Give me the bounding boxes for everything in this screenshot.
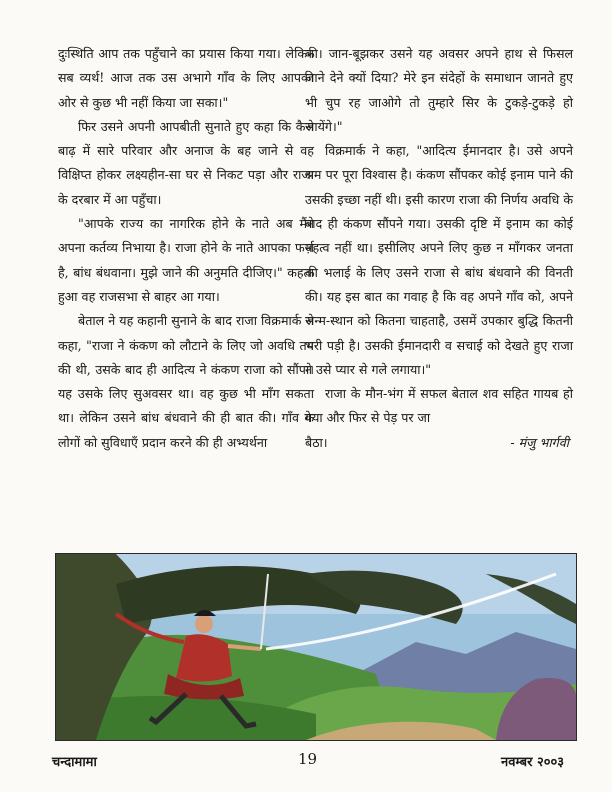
paragraph: राजा के मौन-भंग में सफल बेताल शव सहित गायब हो गया और फिर से पेड़ पर जा: [305, 386, 573, 426]
paragraph: दुःस्थिति आप तक पहुँचाने का प्रयास किया गया। लेकिन सब व्यर्थ! आज तक उस अभागे गाँव के लिए आपकी ओर से कुछ भी नहीं किया जा सका।": [58, 46, 314, 110]
author-credit: - मंजु भार्गवी: [510, 434, 569, 450]
text-column-left: [58, 42, 314, 455]
text-column-right: [305, 42, 573, 455]
paragraph: फिर उसने अपनी आपबीती सुनाते हुए कहा कि कैसे बाढ़ में सारे परिवार और अनाज के बह जाने से वह विक्षिप्त होकर लक्ष्यहीन-सा घर से निकट पड़ा और राजा के दरबार में आ पहुँचा।: [58, 118, 314, 207]
story-illustration: [55, 553, 577, 741]
story-signoff: [305, 431, 573, 455]
issue-date: नवम्बर २००३: [501, 755, 564, 770]
paragraph: की। जान-बूझकर उसने यह अवसर अपने हाथ से फिसल जाने देने क्यों दिया? मेरे इन संदेहों के समाधान जानते हुए भी चुप रह जाओगे तो तुम्हारे सिर के टुकड़े-टुकड़े हो जायेंगे।": [305, 46, 573, 134]
page-number: 19: [298, 750, 318, 768]
illustration-scene: [56, 554, 576, 740]
paragraph: विक्रमार्क ने कहा, "आदित्य ईमानदार है। उसे अपने श्रम पर पूरा विश्वास है। कंकण सौंपकर कोई इनाम पाने की उसकी इच्छा नहीं थी। इसी कारण राजा की निर्णय अवधि के बाद ही कंकण सौंपने गया। उसकी दृष्टि में इनाम का कोई महत्व नहीं था। इसीलिए अपने लिए कुछ न माँगकर जनता की भलाई के लिए उसने राजा से बांध बंधवाने की विनती की। यह इस बात का गवाह है कि वह अपने गाँव को, अपने जन्म-स्थान को कितना चाहताहै, उसमें उपकार बुद्धि कितनी भरी पड़ी है। उसकी ईमानदारी व सचाई को देखते हुए राजा ने उसे प्यार से गले लगाया।": [305, 143, 573, 377]
figure-head: [195, 615, 213, 633]
magazine-name: चन्दामामा: [52, 755, 97, 770]
paragraph: "आपके राज्य का नागरिक होने के नाते अब मैंने अपना कर्तव्य निभाया है। राजा होने के नाते आपका फर्ज़ है, बांध बंधवाना। मुझे जाने की अनुमति दीजिए।" कहता हुआ वह राजसभा से बाहर आ गया।: [58, 216, 314, 304]
paragraph: बेताल ने यह कहानी सुनाने के बाद राजा विक्रमार्क से कहा, "राजा ने कंकण को लौटाने के लिए जो अवधि तय की थी, उसके बाद ही आदित्य ने कंकण राजा को सौंपा। यह उसके लिए सुअवसर था। वह कुछ भी माँग सकता था। लेकिन उसने बांध बंधवाने की ही बात की। गाँव के लोगों को सुविधाएँ प्रदान करने की ही अभ्यर्थना: [58, 313, 314, 450]
page-footer: [0, 752, 612, 776]
closing-word: बैठा।: [305, 434, 328, 450]
